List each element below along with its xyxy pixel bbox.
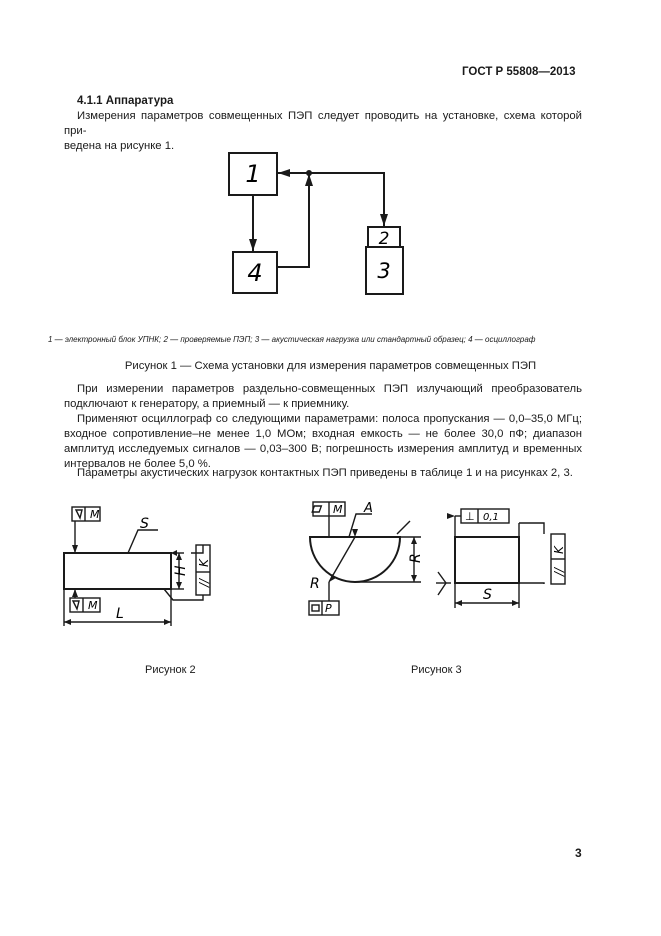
semicircle-outline [310, 537, 400, 582]
fig3-label-tol: 0,1 [483, 512, 499, 523]
block-4-label: 4 [247, 259, 263, 287]
figure-3-drawing [296, 496, 586, 626]
fig3-label-perp: ⊥ [465, 510, 475, 523]
leader-parallel [191, 545, 203, 553]
figure-2-caption: Рисунок 2 [145, 664, 196, 676]
section-heading: 4.1.1 Аппаратура [77, 95, 174, 107]
fig3-label-S: S [483, 587, 492, 603]
block-2-label: 2 [378, 229, 390, 249]
fig2-label-S: S [140, 516, 149, 532]
arrow-into-4 [249, 239, 257, 251]
fig3-frame-bottom [309, 601, 339, 615]
paragraph-3: Параметры акустических нагрузок контактных ПЭП приведены в таблице 1 и на рисунках 2, 3. [77, 467, 573, 479]
paragraph-2: Применяют осциллограф со следующими параметрами: полоса пропускания — 0,0–35,0 МГц; входное сопротивление–не менее 1,0 МОм; входная емкость — не более 30,0 пФ; диапазон амплитуд исследуемых сигналов — 0,03–300 В; погрешность измерения амплитуд и временных интервалов не более 5,0 %. [64, 413, 582, 470]
fig2-label-parallel: // [197, 578, 211, 587]
line-1-to-2 [277, 173, 384, 227]
figure-3-caption: Рисунок 3 [411, 664, 462, 676]
figure-1-caption: Рисунок 1 — Схема установки для измерения параметров совмещенных ПЭП [124, 360, 537, 372]
fig3-label-parallel: // [552, 567, 566, 576]
paragraph-1: При измерении параметров раздельно-совмещенных ПЭП излучающий преобразователь подключают к генератору, а приемный — к приемнику. [64, 383, 582, 410]
intro-line-1: Измерения параметров совмещенных ПЭП следует проводить на установке, схема которой при- [64, 110, 582, 137]
arrow-into-2 [380, 214, 388, 226]
flatness-symbol-bottom [73, 601, 79, 609]
fig3-circularity-symbol [312, 605, 319, 611]
flatness-symbol-top [76, 510, 82, 518]
fig2-label-M-bottom: M [88, 599, 98, 612]
leader-parallel-3 [519, 523, 544, 534]
fig3-label-R-vertical: R [408, 553, 424, 563]
line-4-to-bus [277, 173, 309, 267]
fig2-label-K: K [197, 559, 211, 567]
standard-code: ГОСТ Р 55808—2013 [462, 66, 576, 78]
block-1-label: 1 [245, 160, 261, 188]
fig2-label-L: L [116, 606, 124, 622]
fig3-label-R: R [310, 576, 320, 592]
figure-1-legend: 1 — электронный блок УПНК; 2 — проверяемые ПЭП; 3 — акустическая нагрузка или стандартный образец; 4 — осциллограф [48, 335, 536, 344]
fig3-label-A: A [364, 501, 373, 516]
fig3-label-P: P [325, 602, 332, 615]
intro-line-2: ведена на рисунке 1. [64, 140, 175, 152]
block-outline [64, 553, 171, 589]
leader-A [349, 514, 372, 537]
fig3-label-K: K [552, 546, 566, 554]
arrow-into-1 [278, 169, 290, 177]
block-3-label: 3 [377, 259, 391, 283]
figure-1-diagram [200, 145, 420, 300]
leader-S [128, 530, 158, 553]
fig3-label-M: M [333, 503, 343, 516]
fig2-label-H: H [173, 565, 189, 576]
fig2-label-M-top: M [90, 508, 100, 521]
page-number: 3 [575, 846, 582, 860]
fig3-rect-outline [455, 537, 519, 583]
arrow-up-bus [305, 174, 313, 186]
figure-2-drawing [58, 500, 228, 632]
